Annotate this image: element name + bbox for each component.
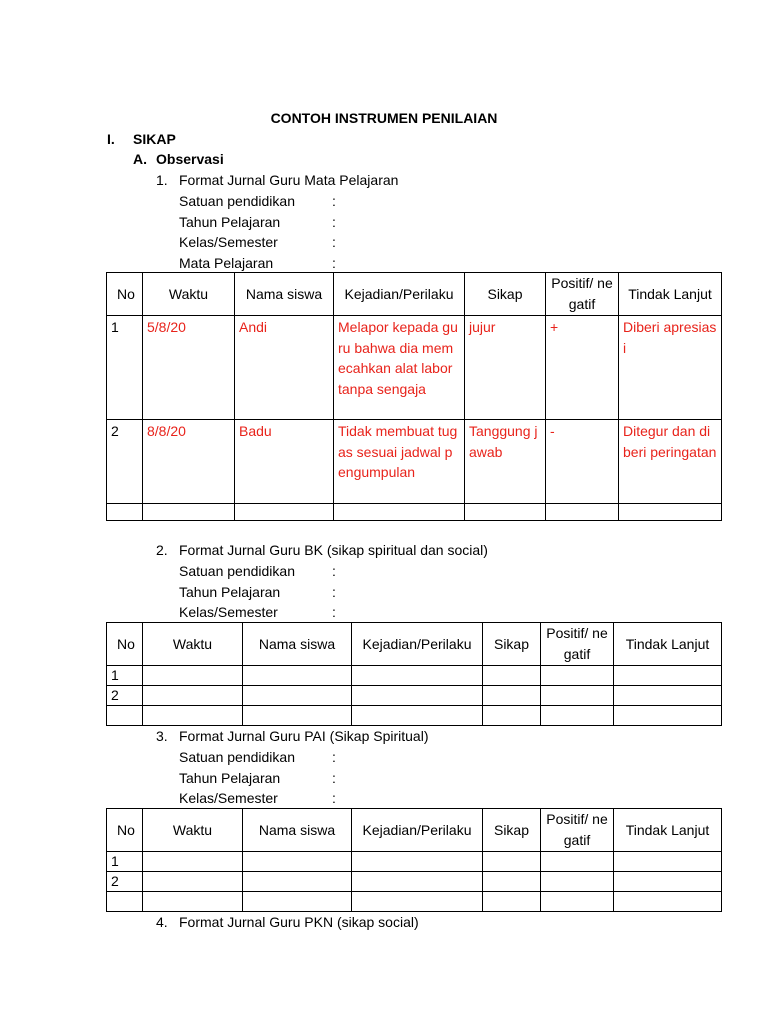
- column-header: Kejadian/Perilaku: [352, 809, 483, 852]
- list-item-title: Format Jurnal Guru PAI (Sikap Spiritual): [179, 728, 429, 744]
- table-cell: [143, 504, 235, 521]
- column-header: Kejadian/Perilaku: [334, 273, 465, 316]
- subsection-title: [133, 151, 224, 167]
- table-cell: Badu: [235, 420, 334, 504]
- table-row: [107, 892, 722, 912]
- list-number: 2.: [156, 542, 168, 558]
- table-cell: [107, 892, 143, 912]
- table-cell: [243, 686, 352, 706]
- field-colon: :: [332, 193, 336, 209]
- table-cell: [541, 686, 614, 706]
- table-row: [107, 316, 722, 420]
- table-cell: [352, 686, 483, 706]
- table-cell: [334, 504, 465, 521]
- table-cell: [541, 666, 614, 686]
- column-header: Waktu: [143, 273, 235, 316]
- field-colon: :: [332, 790, 336, 806]
- table-cell: [483, 852, 541, 872]
- column-header: Waktu: [143, 623, 243, 666]
- table-cell: [614, 872, 722, 892]
- table-cell: [107, 504, 143, 521]
- table-row: [107, 420, 722, 504]
- list-item-title: Format Jurnal Guru BK (sikap spiritual dan social): [179, 542, 488, 558]
- table-cell: 8/8/20: [143, 420, 235, 504]
- column-header: Nama siswa: [243, 809, 352, 852]
- table-cell: [143, 706, 243, 726]
- jurnal-table-mapel: [106, 272, 722, 521]
- field-colon: :: [332, 584, 336, 600]
- section-number: I.: [107, 131, 115, 147]
- table-row: [107, 872, 722, 892]
- column-header: Positif/ negatif: [541, 623, 614, 666]
- field-label-kelas: Kelas/Semester: [179, 790, 278, 806]
- field-colon: :: [332, 214, 336, 230]
- table-header-row: [107, 273, 722, 316]
- table-cell: [352, 872, 483, 892]
- table-cell: [614, 852, 722, 872]
- table-cell: [614, 892, 722, 912]
- column-header: Sikap: [465, 273, 546, 316]
- table-cell: [541, 706, 614, 726]
- field-colon: :: [332, 770, 336, 786]
- table-cell: Diberi apresiasi: [619, 316, 722, 420]
- field-label-mapel: Mata Pelajaran: [179, 255, 274, 271]
- table-cell: 2: [107, 420, 143, 504]
- jurnal-table-pai: [106, 808, 722, 912]
- field-label-kelas: Kelas/Semester: [179, 604, 278, 620]
- table-cell: [483, 872, 541, 892]
- column-header: Positif/ negatif: [546, 273, 619, 316]
- table-header-row: [107, 809, 722, 852]
- table-cell: 1: [107, 852, 143, 872]
- table-cell: 2: [107, 686, 143, 706]
- table-cell: [614, 686, 722, 706]
- table-cell: [352, 852, 483, 872]
- table-cell: 5/8/20: [143, 316, 235, 420]
- table-cell: Ditegur dan diberi peringatan: [619, 420, 722, 504]
- table-cell: [352, 892, 483, 912]
- subsection-label: Observasi: [156, 151, 224, 167]
- field-label-satuan: Satuan pendidikan: [179, 563, 295, 579]
- table-cell: [483, 892, 541, 912]
- table-cell: [352, 666, 483, 686]
- table-cell: [614, 706, 722, 726]
- list-number: 1.: [156, 172, 168, 188]
- column-header: Tindak Lanjut: [619, 273, 722, 316]
- column-header: Tindak Lanjut: [614, 623, 722, 666]
- table-cell: -: [546, 420, 619, 504]
- column-header: Tindak Lanjut: [614, 809, 722, 852]
- table-cell: [614, 666, 722, 686]
- table-cell: [143, 666, 243, 686]
- table-row: [107, 504, 722, 521]
- table-cell: [352, 706, 483, 726]
- column-header: Sikap: [483, 809, 541, 852]
- column-header: No: [107, 809, 143, 852]
- field-colon: :: [332, 749, 336, 765]
- field-label-tahun: Tahun Pelajaran: [179, 584, 281, 600]
- page-title: CONTOH INSTRUMEN PENILAIAN: [270, 110, 498, 126]
- column-header: No: [107, 273, 143, 316]
- table-cell: [483, 666, 541, 686]
- table-cell: [465, 504, 546, 521]
- table-cell: [243, 892, 352, 912]
- table-cell: [143, 892, 243, 912]
- field-colon: :: [332, 563, 336, 579]
- table-cell: [243, 666, 352, 686]
- table-cell: [541, 852, 614, 872]
- field-label-satuan: Satuan pendidikan: [179, 749, 295, 765]
- column-header: Waktu: [143, 809, 243, 852]
- subsection-number: A.: [133, 151, 147, 167]
- column-header: Kejadian/Perilaku: [352, 623, 483, 666]
- field-colon: :: [332, 255, 336, 271]
- table-cell: Melapor kepada guru bahwa dia memecahkan alat labor tanpa sengaja: [334, 316, 465, 420]
- column-header: No: [107, 623, 143, 666]
- table-cell: [143, 852, 243, 872]
- table-cell: [619, 504, 722, 521]
- table-row: [107, 686, 722, 706]
- table-cell: [541, 892, 614, 912]
- field-label-tahun: Tahun Pelajaran: [179, 214, 281, 230]
- table-row: [107, 706, 722, 726]
- field-colon: :: [332, 604, 336, 620]
- table-cell: 2: [107, 872, 143, 892]
- field-label-satuan: Satuan pendidikan: [179, 193, 295, 209]
- table-cell: 1: [107, 666, 143, 686]
- table-cell: [243, 872, 352, 892]
- table-cell: [235, 504, 334, 521]
- section-title: SIKAP: [133, 131, 176, 147]
- table-cell: Tanggung jawab: [465, 420, 546, 504]
- table-cell: [107, 706, 143, 726]
- table-cell: [483, 706, 541, 726]
- table-cell: [243, 852, 352, 872]
- list-number: 4.: [156, 914, 168, 930]
- table-cell: jujur: [465, 316, 546, 420]
- field-label-tahun: Tahun Pelajaran: [179, 770, 281, 786]
- column-header: Positif/ negatif: [541, 809, 614, 852]
- table-cell: [243, 706, 352, 726]
- table-cell: Andi: [235, 316, 334, 420]
- table-row: [107, 666, 722, 686]
- field-colon: :: [332, 234, 336, 250]
- table-cell: [541, 872, 614, 892]
- jurnal-table-bk: [106, 622, 722, 726]
- field-label-kelas: Kelas/Semester: [179, 234, 278, 250]
- table-cell: [483, 686, 541, 706]
- table-cell: [143, 686, 243, 706]
- column-header: Nama siswa: [235, 273, 334, 316]
- list-item-title: Format Jurnal Guru PKN (sikap social): [179, 914, 419, 930]
- table-cell: [143, 872, 243, 892]
- table-cell: [546, 504, 619, 521]
- table-header-row: [107, 623, 722, 666]
- list-item-title: Format Jurnal Guru Mata Pelajaran: [179, 172, 399, 188]
- table-row: [107, 852, 722, 872]
- list-number: 3.: [156, 728, 168, 744]
- table-cell: 1: [107, 316, 143, 420]
- column-header: Nama siswa: [243, 623, 352, 666]
- column-header: Sikap: [483, 623, 541, 666]
- table-cell: Tidak membuat tugas sesuai jadwal pengumpulan: [334, 420, 465, 504]
- table-cell: +: [546, 316, 619, 420]
